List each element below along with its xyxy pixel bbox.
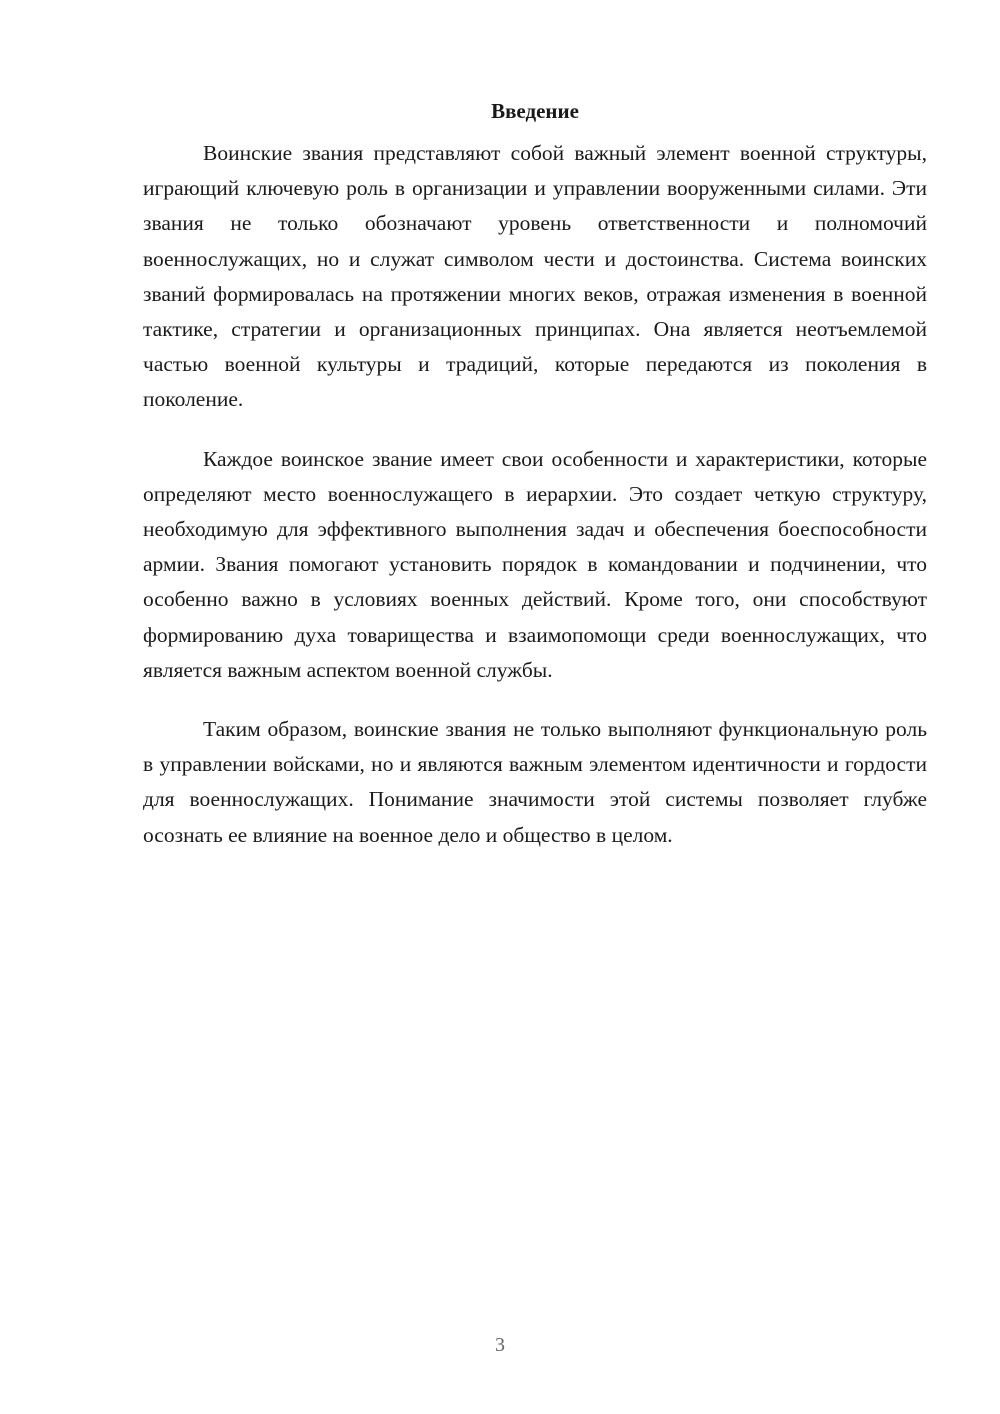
- paragraph-3: Таким образом, воинские звания не только выполняют функциональную роль в управлении войсками, но и являются важным элементом идентичности и гордости для военнослужащих. Понимание значимости этой системы позволяет глубже осознать ее влияние на военное дело и общество в целом.: [143, 717, 927, 847]
- page-content: [143, 96, 927, 877]
- paragraph-2: Каждое воинское звание имеет свои особенности и характеристики, которые определяют место военнослужащего в иерархии. Это создает четкую структуру, необходимую для эффективного выполнения задач и обеспечения боеспособности армии. Звания помогают установить порядок в командовании и подчинении, что особенно важно в условиях военных действий. Кроме того, они способствуют формированию духа товарищества и взаимопомощи среди военнослужащих, что является важным аспектом военной службы.: [143, 446, 927, 682]
- paragraph-1: Воинские звания представляют собой важный элемент военной структуры, играющий ключевую роль в организации и управлении вооруженными силами. Эти звания не только обозначают уровень ответственности и полномочий военнослужащих, но и служат символом чести и достоинства. Система воинских званий формировалась на протяжении многих веков, отражая изменения в военной тактике, стратегии и организационных принципах. Она является неотъемлемой частью военной культуры и традиций, которые передаются из поколения в поколение.: [143, 141, 927, 412]
- page-number: 3: [495, 1334, 505, 1356]
- section-title: Введение: [491, 99, 579, 123]
